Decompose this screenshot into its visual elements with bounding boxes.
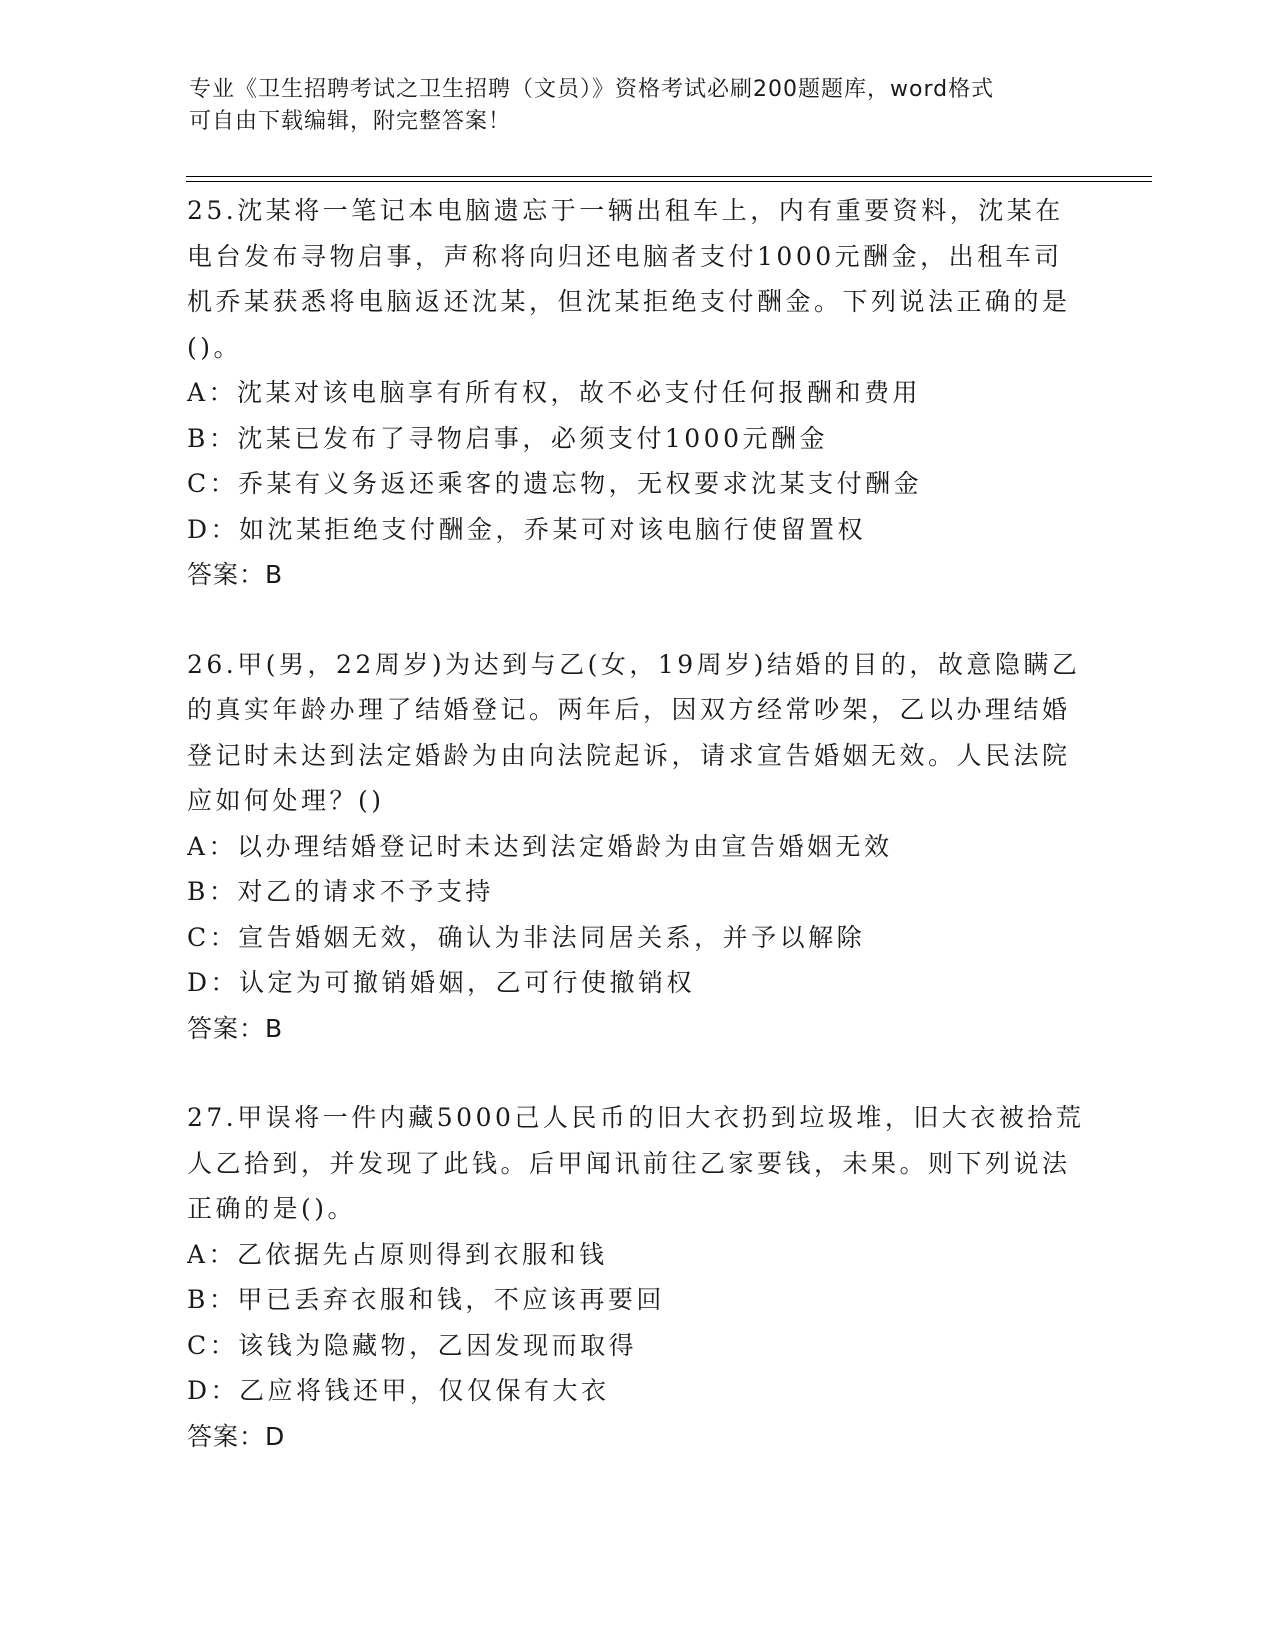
header-line-2: 可自由下载编辑，附完整答案！: [189, 109, 512, 134]
header-line-1: 专业《卫生招聘考试之卫生招聘（文员）》资格考试必刷200题题库，word格式: [189, 77, 995, 102]
option-c: C：该钱为隐藏物，乙因发现而取得: [187, 1330, 638, 1360]
option-c: C：宣告婚姻无效，确认为非法同居关系，并予以解除: [187, 922, 866, 952]
question-27: [187, 1095, 1087, 1459]
header-rule-bottom: [186, 181, 1152, 182]
answer-label: 答案：D: [187, 1421, 286, 1451]
question-25: [187, 188, 1087, 598]
option-c: C：乔某有义务返还乘客的遗忘物，无权要求沈某支付酬金: [187, 469, 923, 498]
option-d: D：乙应将钱还甲，仅仅保有大衣: [187, 1376, 610, 1405]
question-list: [187, 188, 1087, 1459]
answer-label: 答案：B: [187, 1013, 284, 1043]
question-stem: 26.甲(男，22周岁)为达到与乙(女，19周岁)结婚的目的，故意隐瞒乙的真实年龄办理了结婚登记。两年后，因双方经常吵架，乙以办理结婚登记时未达到法定婚龄为由向法院起诉，请求宣告婚姻无效。人民法院应如何处理？(): [187, 649, 1081, 815]
option-d: D：认定为可撤销婚姻，乙可行使撤销权: [187, 968, 696, 997]
option-b: B：沈某已发布了寻物启事，必须支付1000元酬金: [187, 423, 828, 453]
question-26: [187, 642, 1087, 1052]
header-rule-top: [186, 176, 1152, 177]
option-a: A：沈某对该电脑享有所有权，故不必支付任何报酬和费用: [187, 378, 922, 407]
option-a: A：以办理结婚登记时未达到法定婚龄为由宣告婚姻无效: [187, 831, 893, 861]
option-d: D：如沈某拒绝支付酬金，乔某可对该电脑行使留置权: [187, 514, 867, 544]
question-stem: 25.沈某将一笔记本电脑遗忘于一辆出租车上，内有重要资料，沈某在电台发布寻物启事，声称将向归还电脑者支付1000元酬金，出租车司机乔某获悉将电脑返还沈某，但沈某拒绝支付酬金。下列说法正确的是()。: [187, 196, 1071, 362]
option-b: B：对乙的请求不予支持: [187, 877, 494, 906]
option-a: A：乙依据先占原则得到衣服和钱: [187, 1239, 608, 1269]
document-header: [189, 74, 1089, 138]
option-b: B：甲已丢弃衣服和钱，不应该再要回: [187, 1285, 665, 1314]
question-stem: 27.甲误将一件内藏5000己人民币的旧大衣扔到垃圾堆，旧大衣被拾荒人乙拾到，并发现了此钱。后甲闻讯前往乙家要钱，未果。则下列说法正确的是()。: [187, 1103, 1085, 1223]
answer-label: 答案：B: [187, 560, 284, 589]
